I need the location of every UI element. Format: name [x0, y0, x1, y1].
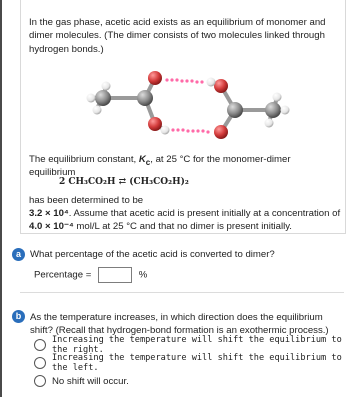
left-border [0, 0, 2, 397]
option-label: Increasing the temperature will shift the equilibrium to the right. [52, 335, 342, 355]
part-a-question: What percentage of the acetic acid is converted to dimer? [30, 249, 275, 260]
option-no-shift[interactable] [34, 374, 129, 388]
determined-text: has been determined to be 3.2 × 10⁴. Assume that acetic acid is present initially at a concentration of 4.0 × 10⁻⁴ mol/L at 25 °C and that no dimer is present initially. [29, 195, 341, 232]
part-b-badge: b [12, 310, 25, 323]
option-label: Increasing the temperature will shift the equilibrium to the left. [52, 353, 342, 373]
part-b-question: As the temperature increases, in which direction does the equilibrium shift? (Recall that hydrogen-bond formation is an exothermic process.) [30, 312, 329, 337]
problem-card [20, 0, 346, 234]
part-b-section [15, 304, 344, 397]
equilibrium-equation: 2 CH₃CO₂H ⇄ (CH₃CO₂H)₂ [59, 177, 189, 187]
acetic-acid-dimer-image [73, 60, 303, 150]
part-a-section [15, 242, 344, 292]
percentage-row [34, 267, 147, 283]
equilibrium-constant-text: The equilibrium constant, $K_c$, at 25 °C for the monomer-dimer equilibrium [29, 154, 291, 178]
option-shift-left[interactable] [34, 353, 344, 373]
percentage-unit: % [138, 269, 148, 281]
radio-button[interactable] [34, 339, 46, 351]
option-label: No shift will occur. [52, 375, 129, 387]
percentage-input[interactable] [98, 267, 132, 283]
radio-button[interactable] [34, 357, 46, 369]
section-divider [20, 292, 344, 293]
radio-button[interactable] [34, 375, 46, 387]
intro-text: In the gas phase, acetic acid exists as an equilibrium of monomer and dimer molecules. (The dimer consists of two molecules linked through hydrogen bonds.) [29, 17, 326, 55]
percentage-label: Percentage = [34, 269, 92, 281]
part-a-badge: a [12, 248, 25, 261]
option-shift-right[interactable] [34, 335, 344, 355]
